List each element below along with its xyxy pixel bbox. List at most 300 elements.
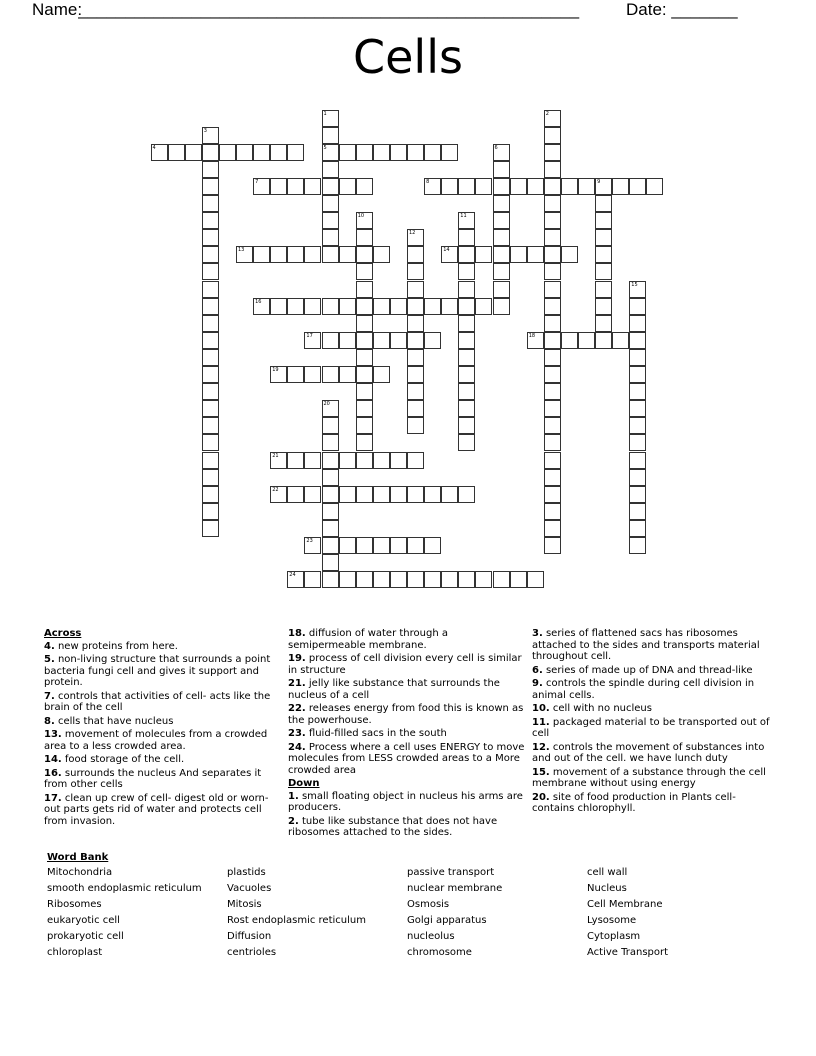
word-bank-item: Cell Membrane <box>587 898 663 910</box>
crossword-cell[interactable] <box>458 349 475 366</box>
crossword-cell[interactable] <box>544 281 561 298</box>
crossword-cell[interactable] <box>629 434 646 451</box>
crossword-cell[interactable] <box>578 332 595 349</box>
crossword-cell[interactable] <box>270 144 287 161</box>
crossword-cell[interactable] <box>373 298 390 315</box>
crossword-cell[interactable] <box>287 298 304 315</box>
crossword-cell[interactable] <box>544 366 561 383</box>
crossword-cell[interactable] <box>629 178 646 195</box>
crossword-cell[interactable] <box>629 281 646 298</box>
date-label-text: Date: <box>626 0 667 19</box>
crossword-cell[interactable] <box>287 246 304 263</box>
crossword-cell[interactable] <box>322 110 339 127</box>
clue <box>44 641 284 653</box>
crossword-cell[interactable] <box>322 144 339 161</box>
crossword-cell[interactable] <box>424 571 441 588</box>
crossword-cell[interactable] <box>322 554 339 571</box>
crossword-cell[interactable] <box>629 520 646 537</box>
crossword-cell[interactable] <box>493 246 510 263</box>
crossword-cell[interactable] <box>527 178 544 195</box>
clue-number: 15. <box>532 766 550 778</box>
crossword-cell[interactable] <box>356 246 373 263</box>
crossword-cell[interactable] <box>424 486 441 503</box>
crossword-cell[interactable] <box>629 332 646 349</box>
crossword-cell[interactable] <box>595 332 612 349</box>
crossword-cell[interactable] <box>407 417 424 434</box>
crossword-cell[interactable] <box>390 537 407 554</box>
crossword-cell[interactable] <box>544 486 561 503</box>
crossword-cell[interactable] <box>322 486 339 503</box>
crossword-cell[interactable] <box>595 212 612 229</box>
crossword-cell[interactable] <box>373 144 390 161</box>
crossword-cell[interactable] <box>629 315 646 332</box>
crossword-cell[interactable] <box>544 452 561 469</box>
crossword-cell[interactable] <box>629 452 646 469</box>
crossword-cell[interactable] <box>322 246 339 263</box>
crossword-cell[interactable] <box>561 246 578 263</box>
crossword-cell[interactable] <box>629 298 646 315</box>
crossword-cell[interactable] <box>424 537 441 554</box>
crossword-cell[interactable] <box>458 178 475 195</box>
crossword-cell[interactable] <box>339 332 356 349</box>
crossword-cell[interactable] <box>595 246 612 263</box>
crossword-cell[interactable] <box>458 332 475 349</box>
crossword-cell[interactable] <box>339 366 356 383</box>
crossword-cell[interactable] <box>629 537 646 554</box>
crossword-cell[interactable] <box>356 452 373 469</box>
crossword-cell[interactable] <box>390 332 407 349</box>
clue <box>532 742 772 765</box>
crossword-cell[interactable] <box>322 298 339 315</box>
crossword-cell[interactable] <box>595 178 612 195</box>
crossword-cell[interactable] <box>493 195 510 212</box>
crossword-cell[interactable] <box>612 332 629 349</box>
crossword-cell[interactable] <box>287 178 304 195</box>
clue-text: cells that have nucleus <box>57 715 174 727</box>
crossword-cell[interactable] <box>390 486 407 503</box>
crossword-cell[interactable] <box>339 486 356 503</box>
clue-number-label: 23 <box>306 538 313 544</box>
crossword-cell[interactable] <box>253 178 270 195</box>
crossword-cell[interactable] <box>407 298 424 315</box>
crossword-cell[interactable] <box>544 469 561 486</box>
crossword-cell[interactable] <box>441 298 458 315</box>
crossword-cell[interactable] <box>185 144 202 161</box>
crossword-cell[interactable] <box>407 366 424 383</box>
clue-number: 8. <box>44 715 55 727</box>
crossword-cell[interactable] <box>629 400 646 417</box>
crossword-cell[interactable] <box>356 263 373 280</box>
crossword-cell[interactable] <box>219 144 236 161</box>
clue-number: 11. <box>532 716 550 728</box>
clue-text: new proteins from here. <box>57 640 178 652</box>
crossword-cell[interactable] <box>475 571 492 588</box>
crossword-cell[interactable] <box>339 178 356 195</box>
clue-number-label: 14 <box>443 247 450 254</box>
crossword-cell[interactable] <box>356 537 373 554</box>
crossword-cell[interactable] <box>202 332 219 349</box>
crossword-cell[interactable] <box>424 332 441 349</box>
crossword-cell[interactable] <box>304 571 321 588</box>
crossword-cell[interactable] <box>544 263 561 280</box>
crossword-cell[interactable] <box>322 229 339 246</box>
crossword-cell[interactable] <box>544 195 561 212</box>
crossword-cell[interactable] <box>373 537 390 554</box>
clue <box>532 717 772 740</box>
clue-text: Process where a cell uses ENERGY to move molecules from LESS crowded areas to a More crowded area <box>288 741 525 776</box>
crossword-cell[interactable] <box>595 298 612 315</box>
crossword-cell[interactable] <box>458 263 475 280</box>
crossword-cell[interactable] <box>356 229 373 246</box>
crossword-cell[interactable] <box>544 144 561 161</box>
crossword-cell[interactable] <box>595 263 612 280</box>
crossword-cell[interactable] <box>322 178 339 195</box>
clue-number: 7. <box>44 690 55 702</box>
clue-number-label: 3 <box>203 127 207 134</box>
crossword-cell[interactable] <box>304 366 321 383</box>
crossword-cell[interactable] <box>373 366 390 383</box>
word-bank-item: Ribosomes <box>47 898 102 910</box>
crossword-cell[interactable] <box>304 298 321 315</box>
crossword-cell[interactable] <box>544 229 561 246</box>
crossword-cell[interactable] <box>322 452 339 469</box>
crossword-cell[interactable] <box>270 452 287 469</box>
crossword-cell[interactable] <box>322 417 339 434</box>
crossword-cell[interactable] <box>493 263 510 280</box>
crossword-cell[interactable] <box>373 332 390 349</box>
crossword-cell[interactable] <box>407 383 424 400</box>
crossword-cell[interactable] <box>202 383 219 400</box>
crossword-cell[interactable] <box>493 571 510 588</box>
crossword-cell[interactable] <box>202 503 219 520</box>
crossword-cell[interactable] <box>339 246 356 263</box>
crossword-cell[interactable] <box>493 144 510 161</box>
crossword-cell[interactable] <box>407 144 424 161</box>
crossword-cell[interactable] <box>407 571 424 588</box>
crossword-cell[interactable] <box>510 246 527 263</box>
crossword-cell[interactable] <box>287 366 304 383</box>
crossword-cell[interactable] <box>475 298 492 315</box>
crossword-cell[interactable] <box>458 486 475 503</box>
crossword-cell[interactable] <box>407 400 424 417</box>
crossword-cell[interactable] <box>356 298 373 315</box>
crossword-cell[interactable] <box>202 229 219 246</box>
crossword-cell[interactable] <box>202 434 219 451</box>
crossword-cell[interactable] <box>544 417 561 434</box>
crossword-cell[interactable] <box>339 298 356 315</box>
crossword-cell[interactable] <box>202 366 219 383</box>
crossword-cell[interactable] <box>544 349 561 366</box>
crossword-cell[interactable] <box>629 383 646 400</box>
crossword-cell[interactable] <box>595 195 612 212</box>
crossword-cell[interactable] <box>339 537 356 554</box>
crossword-cell[interactable] <box>407 229 424 246</box>
crossword-cell[interactable] <box>407 332 424 349</box>
crossword-cell[interactable] <box>510 178 527 195</box>
crossword-cell[interactable] <box>458 417 475 434</box>
crossword-cell[interactable] <box>202 349 219 366</box>
word-bank-item: eukaryotic cell <box>47 914 120 926</box>
crossword-cell[interactable] <box>595 281 612 298</box>
crossword-cell[interactable] <box>322 537 339 554</box>
crossword-cell[interactable] <box>253 246 270 263</box>
crossword-cell[interactable] <box>407 349 424 366</box>
crossword-cell[interactable] <box>151 144 168 161</box>
crossword-cell[interactable] <box>493 229 510 246</box>
clue-number: 19. <box>288 653 306 664</box>
crossword-cell[interactable] <box>322 571 339 588</box>
crossword-cell[interactable] <box>424 298 441 315</box>
crossword-cell[interactable] <box>441 486 458 503</box>
crossword-cell[interactable] <box>253 144 270 161</box>
crossword-cell[interactable] <box>356 571 373 588</box>
crossword-cell[interactable] <box>407 263 424 280</box>
crossword-cell[interactable] <box>527 246 544 263</box>
crossword-cell[interactable] <box>356 400 373 417</box>
crossword-cell[interactable] <box>458 229 475 246</box>
name-field[interactable]: _____________________________________________________ <box>78 0 580 19</box>
crossword-cell[interactable] <box>458 434 475 451</box>
crossword-cell[interactable] <box>322 434 339 451</box>
crossword-cell[interactable] <box>458 212 475 229</box>
crossword-cell[interactable] <box>322 503 339 520</box>
crossword-cell[interactable] <box>458 400 475 417</box>
crossword-cell[interactable] <box>270 178 287 195</box>
crossword-cell[interactable] <box>356 144 373 161</box>
crossword-cell[interactable] <box>202 520 219 537</box>
crossword-cell[interactable] <box>339 452 356 469</box>
crossword-cell[interactable] <box>202 469 219 486</box>
crossword-cell[interactable] <box>458 366 475 383</box>
crossword-cell[interactable] <box>202 452 219 469</box>
crossword-cell[interactable] <box>373 486 390 503</box>
crossword-cell[interactable] <box>612 178 629 195</box>
crossword-cell[interactable] <box>322 195 339 212</box>
crossword-cell[interactable] <box>493 298 510 315</box>
crossword-cell[interactable] <box>304 246 321 263</box>
clue-number: 18. <box>288 628 306 639</box>
crossword-cell[interactable] <box>458 246 475 263</box>
word-bank-heading: Word Bank <box>47 852 109 863</box>
clue <box>44 691 284 714</box>
crossword-cell[interactable] <box>493 161 510 178</box>
crossword-cell[interactable] <box>458 383 475 400</box>
crossword-cell[interactable] <box>390 571 407 588</box>
crossword-cell[interactable] <box>441 571 458 588</box>
crossword-cell[interactable] <box>356 383 373 400</box>
crossword-cell[interactable] <box>475 178 492 195</box>
crossword-cell[interactable] <box>339 144 356 161</box>
crossword-cell[interactable] <box>304 486 321 503</box>
crossword-cell[interactable] <box>287 452 304 469</box>
crossword-cell[interactable] <box>202 281 219 298</box>
crossword-cell[interactable] <box>270 486 287 503</box>
crossword-cell[interactable] <box>544 520 561 537</box>
crossword-cell[interactable] <box>356 212 373 229</box>
crossword-cell[interactable] <box>629 349 646 366</box>
crossword-cell[interactable] <box>322 212 339 229</box>
crossword-cell[interactable] <box>356 417 373 434</box>
crossword-cell[interactable] <box>202 144 219 161</box>
crossword-cell[interactable] <box>544 178 561 195</box>
crossword-cell[interactable] <box>304 332 321 349</box>
crossword-cell[interactable] <box>322 520 339 537</box>
crossword-cell[interactable] <box>356 332 373 349</box>
crossword-cell[interactable] <box>544 400 561 417</box>
crossword-cell[interactable] <box>287 144 304 161</box>
clue-text: packaged material to be transported out of cell <box>532 716 770 739</box>
crossword-cell[interactable] <box>390 144 407 161</box>
crossword-cell[interactable] <box>304 452 321 469</box>
crossword-cell[interactable] <box>202 486 219 503</box>
crossword-cell[interactable] <box>646 178 663 195</box>
crossword-cell[interactable] <box>322 161 339 178</box>
crossword-cell[interactable] <box>629 469 646 486</box>
crossword-cell[interactable] <box>441 144 458 161</box>
crossword-cell[interactable] <box>493 281 510 298</box>
clue-text: site of food production in Plants cell- contains chlorophyll. <box>532 791 736 814</box>
crossword-cell[interactable] <box>390 452 407 469</box>
crossword-cell[interactable] <box>544 161 561 178</box>
crossword-cell[interactable] <box>373 571 390 588</box>
clue-text: cell with no nucleus <box>552 703 652 714</box>
crossword-cell[interactable] <box>373 246 390 263</box>
crossword-cell[interactable] <box>202 161 219 178</box>
clue-number-label: 24 <box>289 572 296 579</box>
crossword-cell[interactable] <box>629 417 646 434</box>
word-bank-item: Mitochondria <box>47 867 113 878</box>
crossword-cell[interactable] <box>458 315 475 332</box>
crossword-cell[interactable] <box>458 571 475 588</box>
crossword-cell[interactable] <box>441 246 458 263</box>
crossword-cell[interactable] <box>407 281 424 298</box>
crossword-cell[interactable] <box>527 571 544 588</box>
crossword-cell[interactable] <box>287 571 304 588</box>
crossword-cell[interactable] <box>356 178 373 195</box>
clue <box>288 728 528 740</box>
crossword-cell[interactable] <box>475 246 492 263</box>
crossword-cell[interactable] <box>202 178 219 195</box>
clue-text: non-living structure that surrounds a point bacteria fungi cell and gives it support and protein. <box>44 654 271 688</box>
clue-text: releases energy from food this is known as the powerhouse. <box>288 703 524 726</box>
crossword-cell[interactable] <box>510 571 527 588</box>
crossword-cell[interactable] <box>544 315 561 332</box>
clue-number: 20. <box>532 791 550 803</box>
clue <box>44 768 284 791</box>
crossword-cell[interactable] <box>629 366 646 383</box>
clue-number-label: 7 <box>255 178 259 185</box>
clue-number-label: 18 <box>528 332 536 339</box>
crossword-cell[interactable] <box>544 503 561 520</box>
crossword-cell[interactable] <box>544 434 561 451</box>
crossword-cell[interactable] <box>629 503 646 520</box>
crossword-cell[interactable] <box>356 486 373 503</box>
crossword-cell[interactable] <box>458 281 475 298</box>
clue-number: 21. <box>288 678 306 689</box>
crossword-cell[interactable] <box>441 178 458 195</box>
crossword-cell[interactable] <box>390 298 407 315</box>
crossword-cell[interactable] <box>322 366 339 383</box>
crossword-cell[interactable] <box>595 229 612 246</box>
crossword-cell[interactable] <box>578 178 595 195</box>
crossword-cell[interactable] <box>270 298 287 315</box>
crossword-cell[interactable] <box>561 332 578 349</box>
clue-text: movement of a substance through the cell membrane without using energy <box>532 766 766 789</box>
word-bank-item: prokaryotic cell <box>47 930 124 942</box>
date-field[interactable]: _______ <box>671 0 738 19</box>
crossword-cell[interactable] <box>236 246 253 263</box>
crossword-cell[interactable] <box>595 315 612 332</box>
crossword-cell[interactable] <box>356 366 373 383</box>
crossword-cell[interactable] <box>339 571 356 588</box>
crossword-cell[interactable] <box>202 263 219 280</box>
crossword-cell[interactable] <box>168 144 185 161</box>
crossword-cell[interactable] <box>544 212 561 229</box>
crossword-cell[interactable] <box>493 178 510 195</box>
crossword-cell[interactable] <box>253 298 270 315</box>
crossword-cell[interactable] <box>544 383 561 400</box>
across-clue-list-continued <box>288 628 528 776</box>
crossword-cell[interactable] <box>407 537 424 554</box>
crossword-cell[interactable] <box>424 144 441 161</box>
word-bank <box>47 852 767 959</box>
crossword-cell[interactable] <box>544 246 561 263</box>
crossword-cell[interactable] <box>236 144 253 161</box>
crossword-cell[interactable] <box>304 178 321 195</box>
crossword-cell[interactable] <box>629 486 646 503</box>
crossword-cell[interactable] <box>544 332 561 349</box>
crossword-cell[interactable] <box>544 298 561 315</box>
crossword-cell[interactable] <box>356 349 373 366</box>
crossword-cell[interactable] <box>322 127 339 144</box>
crossword-cell[interactable] <box>407 246 424 263</box>
crossword-cell[interactable] <box>270 366 287 383</box>
crossword-cell[interactable] <box>202 400 219 417</box>
crossword-cell[interactable] <box>202 315 219 332</box>
crossword-cell[interactable] <box>407 486 424 503</box>
crossword-cell[interactable] <box>561 178 578 195</box>
word-bank-item: chromosome <box>407 946 472 958</box>
word-bank-item: Vacuoles <box>227 882 272 894</box>
crossword-cell[interactable] <box>202 298 219 315</box>
crossword-cell[interactable] <box>202 246 219 263</box>
crossword-cell[interactable] <box>493 212 510 229</box>
crossword-cell[interactable] <box>544 537 561 554</box>
crossword-cell[interactable] <box>287 486 304 503</box>
crossword-cell[interactable] <box>270 246 287 263</box>
crossword-cell[interactable] <box>407 315 424 332</box>
crossword-cell[interactable] <box>373 452 390 469</box>
crossword-cell[interactable] <box>458 298 475 315</box>
crossword-cell[interactable] <box>202 127 219 144</box>
crossword-cell[interactable] <box>356 315 373 332</box>
crossword-cell[interactable] <box>304 537 321 554</box>
crossword-cell[interactable] <box>202 212 219 229</box>
crossword-cell[interactable] <box>527 332 544 349</box>
crossword-cell[interactable] <box>424 178 441 195</box>
crossword-cell[interactable] <box>322 400 339 417</box>
crossword-cell[interactable] <box>544 127 561 144</box>
crossword-cell[interactable] <box>356 281 373 298</box>
crossword-cell[interactable] <box>407 452 424 469</box>
crossword-cell[interactable] <box>202 195 219 212</box>
crossword-cell[interactable] <box>322 332 339 349</box>
crossword-cell[interactable] <box>544 110 561 127</box>
crossword-cell[interactable] <box>202 417 219 434</box>
crossword-cell[interactable] <box>356 434 373 451</box>
crossword-cell[interactable] <box>322 469 339 486</box>
down-clue-list <box>288 791 528 839</box>
